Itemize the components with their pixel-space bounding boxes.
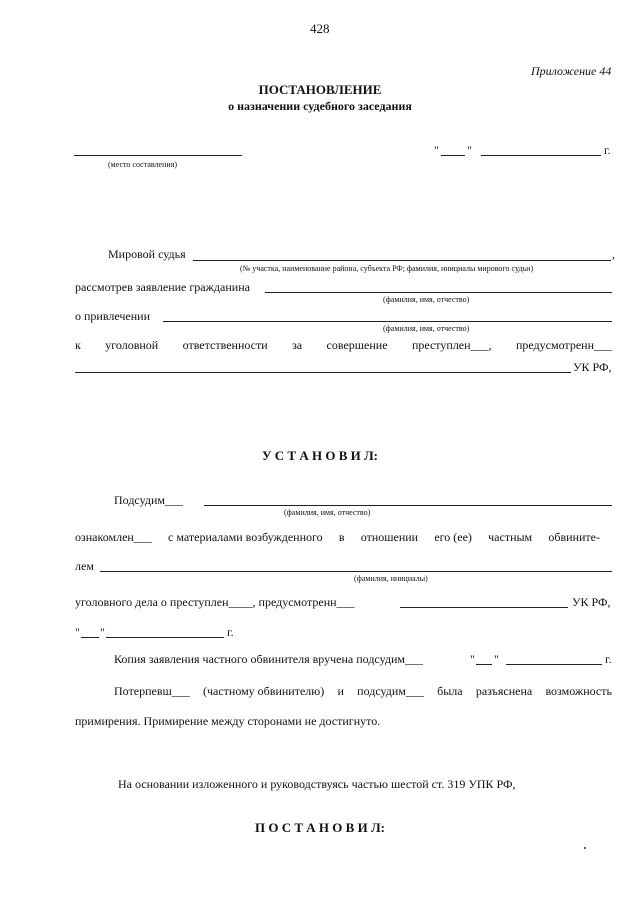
statement-label: рассмотрев заявление гражданина bbox=[75, 280, 250, 294]
reconciliation-word: была bbox=[437, 684, 463, 698]
date2-month-line[interactable] bbox=[106, 637, 224, 638]
familiarized-line bbox=[75, 530, 600, 544]
accuser-caption: (фамилия, инициалы) bbox=[354, 574, 428, 583]
liability-word: уголовной bbox=[105, 338, 159, 352]
familiarized-word: его (ее) bbox=[434, 530, 472, 544]
appendix-label: Приложение 44 bbox=[531, 64, 612, 78]
decided-heading: П О С Т А Н О В И Л: bbox=[255, 820, 385, 835]
familiarized-word: отношении bbox=[360, 530, 419, 544]
statement-line[interactable] bbox=[265, 292, 612, 293]
document-title: ПОСТАНОВЛЕНИЕ bbox=[258, 82, 382, 97]
document-subtitle: о назначении судебного заседания bbox=[228, 99, 412, 113]
involvement-label: о привлечении bbox=[75, 309, 150, 323]
year-suffix: г. bbox=[604, 143, 611, 157]
involvement-caption: (фамилия, имя, отчество) bbox=[383, 324, 470, 333]
familiarized-word: ознакомлен___ bbox=[75, 530, 152, 544]
liability-word: ответственности bbox=[182, 338, 268, 352]
familiarized-word: в bbox=[338, 530, 345, 544]
reconciliation-word: разъяснена bbox=[475, 684, 533, 698]
place-line[interactable] bbox=[74, 155, 242, 156]
liability-word: к bbox=[75, 338, 81, 352]
page-number: 428 bbox=[310, 21, 330, 36]
liability-word: предусмотренн___ bbox=[515, 338, 612, 352]
scan-speck bbox=[584, 847, 586, 849]
familiarized-word: с материалами возбужденного bbox=[168, 530, 323, 544]
date2-day-line[interactable] bbox=[81, 637, 99, 638]
copy-open-quote: " bbox=[470, 652, 475, 666]
criminal-article-line[interactable] bbox=[400, 607, 568, 608]
copy-text: Копия заявления частного обвинителя вручена подсудим___ bbox=[114, 652, 423, 666]
criminal-case-text: уголовного дела о преступлен____, предусмотренн___ bbox=[75, 595, 355, 609]
defendant-line[interactable] bbox=[204, 505, 612, 506]
liability-word: за bbox=[292, 338, 303, 352]
month-year-line[interactable] bbox=[481, 155, 601, 156]
liability-line bbox=[75, 338, 612, 352]
date2-close-quote: " bbox=[100, 625, 105, 639]
reconciliation-word: подсудим___ bbox=[357, 684, 424, 698]
reconciliation-word: и bbox=[337, 684, 344, 698]
judge-line[interactable] bbox=[193, 260, 611, 261]
copy-close-quote: " bbox=[494, 652, 499, 666]
date2-open-quote: " bbox=[75, 625, 80, 639]
defendant-caption: (фамилия, имя, отчество) bbox=[284, 508, 371, 517]
reconciliation-word: (частному обвинителю) bbox=[202, 684, 325, 698]
judge-caption: (№ участка, наименование района, субъекта РФ; фамилия, инициалы мирового судьи) bbox=[240, 264, 534, 273]
involvement-line[interactable] bbox=[163, 321, 612, 322]
established-heading: У С Т А Н О В И Л: bbox=[261, 448, 378, 463]
defendant-label: Подсудим___ bbox=[114, 493, 183, 507]
reconciliation-line bbox=[114, 684, 612, 698]
familiarized-word: частным bbox=[488, 530, 533, 544]
liability-word: совершение bbox=[326, 338, 388, 352]
copy-day-line[interactable] bbox=[476, 664, 492, 665]
accuser-prefix: лем bbox=[75, 559, 94, 573]
judge-label: Мировой судья bbox=[108, 247, 186, 261]
criminal-code-suffix: УК РФ, bbox=[572, 595, 611, 609]
statement-caption: (фамилия, имя, отчество) bbox=[383, 295, 470, 304]
copy-month-line[interactable] bbox=[506, 664, 602, 665]
accuser-line[interactable] bbox=[100, 571, 612, 572]
reconciliation-cont: примирения. Примирение между сторонами не достигнуто. bbox=[75, 714, 381, 728]
date2-year-suffix: г. bbox=[227, 625, 234, 639]
article-code-suffix: УК РФ, bbox=[573, 360, 612, 374]
date-open-quote: " bbox=[434, 143, 439, 157]
reconciliation-word: Потерпевш___ bbox=[114, 684, 190, 698]
copy-year-suffix: г. bbox=[605, 652, 612, 666]
place-caption: (место составления) bbox=[108, 160, 177, 169]
basis-text: На основании изложенного и руководствуясь частью шестой ст. 319 УПК РФ, bbox=[118, 777, 516, 791]
judge-comma: , bbox=[612, 247, 615, 261]
date-close-quote: " bbox=[467, 143, 472, 157]
article-line[interactable] bbox=[75, 372, 571, 373]
day-line[interactable] bbox=[441, 155, 465, 156]
familiarized-word: обвините- bbox=[548, 530, 600, 544]
reconciliation-word: возможность bbox=[545, 684, 612, 698]
liability-word: преступлен___, bbox=[411, 338, 492, 352]
